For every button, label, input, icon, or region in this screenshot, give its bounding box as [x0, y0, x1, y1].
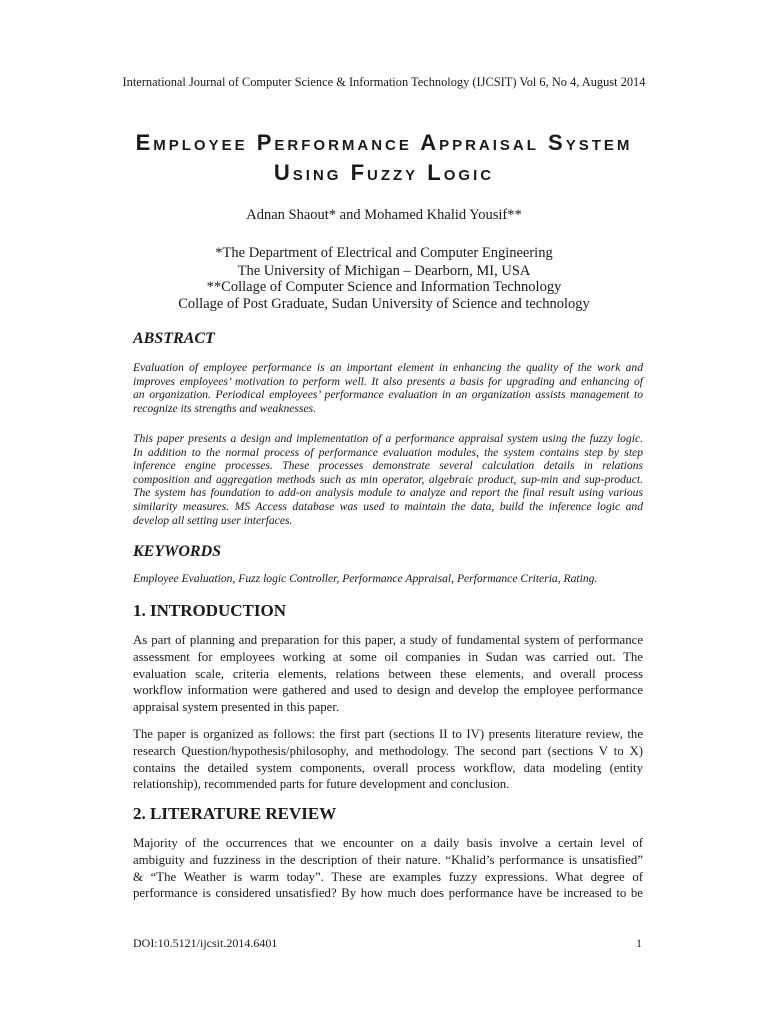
page-number: 1 — [636, 936, 642, 950]
text-line: improves employees’ motivation to perform well. It also presents a basis for upgrading and enhancing of — [133, 374, 643, 388]
authors: Adnan Shaout* and Mohamed Khalid Yousif** — [246, 207, 522, 223]
text-line: & “The Weather is warm today”. These are examples fuzzy expressions. What degree of — [133, 869, 643, 884]
text-line: research Question/hypothesis/philosophy, and methodology. The second part (sections V to X) — [133, 743, 643, 758]
text-line: develop all setting user interfaces. — [133, 513, 293, 527]
abstract-paragraph-1 — [133, 361, 643, 415]
abstract-heading: ABSTRACT — [133, 330, 215, 347]
text-line: an organization. Periodical employees’ performance evaluation in an organization assists management to — [133, 388, 643, 402]
paper-title-line-2: Using Fuzzy Logic — [273, 160, 495, 185]
text-line: ambiguity and fuzziness in the description of their nature. “Khalid’s performance is unsatisfied” — [133, 852, 643, 867]
text-line: contains the detailed system components, overall process workflow, data modeling (entity — [133, 760, 643, 775]
journal-header: International Journal of Computer Science & Information Technology (IJCSIT) Vol 6, No 4, August 2014 — [122, 75, 646, 89]
text-line: similarity measures. MS Access database was used to maintain the data, build the inference logic and — [133, 499, 643, 513]
text-line: inference engine processes. These processes demonstrate several calculation details in relations — [133, 459, 643, 473]
literature-review-heading: 2. LITERATURE REVIEW — [133, 804, 337, 823]
doi-footer: DOI:10.5121/ijcsit.2014.6401 — [133, 936, 278, 950]
text-line: The paper is organized as follows: the first part (sections II to IV) presents literature review, the — [133, 727, 643, 741]
text-line: assessment for employees working at some oil companies in Sudan was carried out. The — [133, 649, 643, 664]
text-line: performance is considered unsatisfied? By how much does performance have be increased to be — [133, 886, 643, 901]
text-line: evaluation scale, criteria elements, relations between these elements, and overall process — [133, 666, 643, 681]
text-line: As part of planning and preparation for this paper, a study of fundamental system of performance — [133, 633, 643, 647]
text-line: Majority of the occurrences that we encounter on a daily basis involve a certain level of — [133, 836, 643, 850]
keywords-text: Employee Evaluation, Fuzz logic Controller, Performance Appraisal, Performance Criteria, Rating. — [133, 572, 598, 585]
introduction-paragraph-2 — [133, 726, 643, 793]
literature-paragraph-1 — [133, 835, 643, 902]
text-line: composition and aggregation methods such as min operator, algebraic product, sup-min and sup-product. — [133, 472, 643, 486]
text-line: recognize its strengths and weaknesses. — [133, 401, 317, 415]
introduction-heading: 1. INTRODUCTION — [133, 601, 287, 620]
affiliation-line: Collage of Post Graduate, Sudan University of Science and technology — [178, 296, 590, 312]
text-line: appraisal system presented in this paper. — [133, 700, 340, 715]
affiliation-line: **Collage of Computer Science and Information Technology — [206, 279, 562, 295]
affiliation-line: *The Department of Electrical and Computer Engineering — [215, 245, 553, 261]
text-line: In addition to the normal process of performance evaluation modules, the system contains step by step — [133, 445, 643, 459]
text-line: Evaluation of employee performance is an important element in enhancing the quality of the work and — [133, 361, 643, 374]
keywords-heading: KEYWORDS — [133, 543, 222, 560]
text-line: This paper presents a design and implementation of a performance appraisal system using the fuzzy logic. — [133, 432, 643, 445]
text-line: The system has foundation to add-on analysis module to analyze and report the final result using various — [133, 486, 643, 500]
text-line: workflow information were gathered and used to design and develop the employee performance — [133, 683, 643, 698]
abstract-paragraph-2 — [133, 432, 643, 527]
affiliation-line: The University of Michigan – Dearborn, MI, USA — [237, 263, 531, 279]
text-line: relationship), recommended parts for future development and conclusion. — [133, 777, 510, 792]
paper-title-line-1: Employee Performance Appraisal System — [135, 130, 633, 155]
introduction-paragraph-1 — [133, 632, 643, 716]
